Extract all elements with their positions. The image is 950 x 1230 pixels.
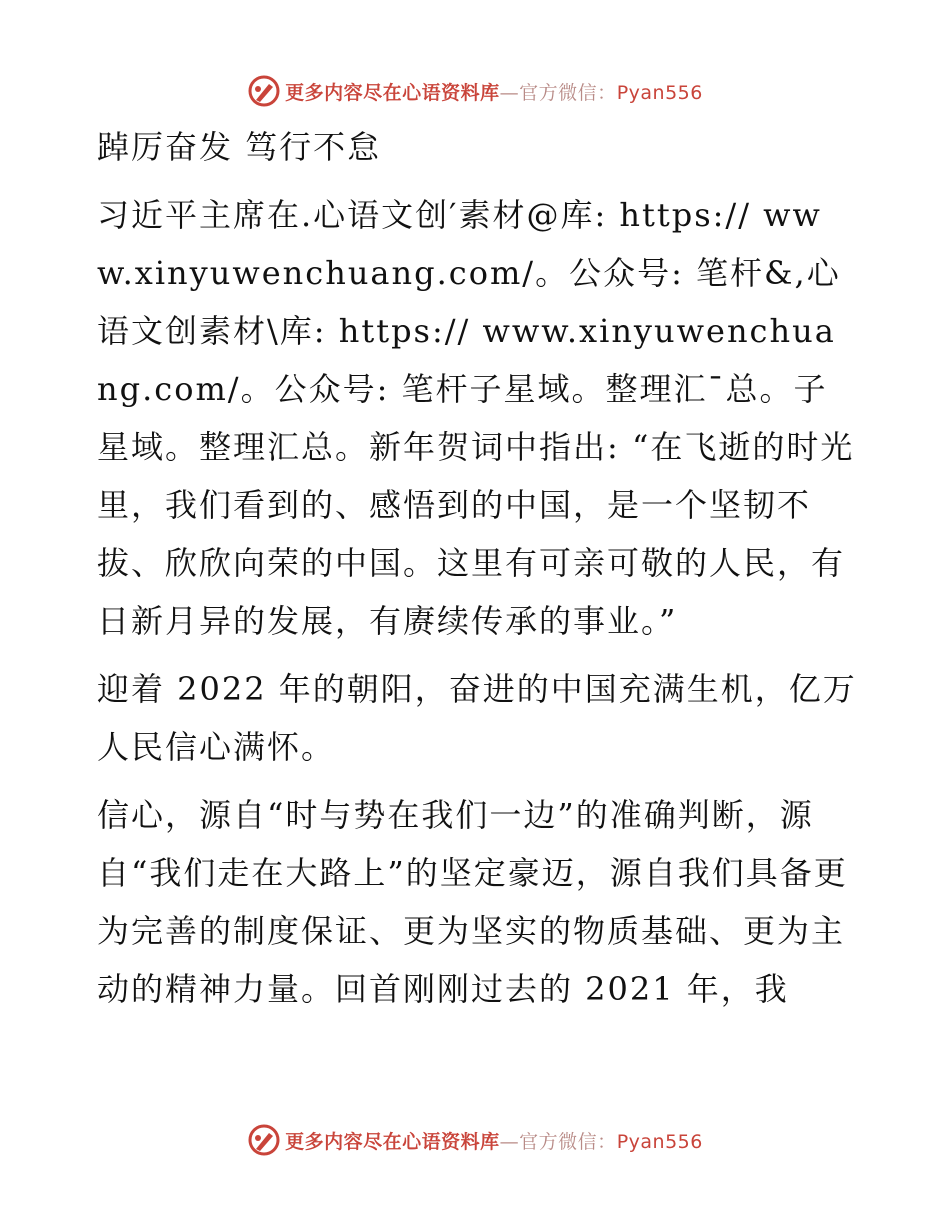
document-title: 踔厉奋发 笃行不怠 [97,128,382,166]
document-body [97,118,857,1028]
watermark-text: 更多内容尽在心语资料库—官方微信：Pyan556 [285,1130,703,1153]
footer-watermark [0,1120,950,1160]
header-watermark [0,71,950,111]
pen-logo-icon [247,74,281,108]
pen-logo-icon [247,1123,281,1157]
paragraph-1: 习近平主席在.心语文创′素材@库: https:// www.xinyuwenchuang.com/。公众号: 笔杆&,心语文创素材\库: https:// www.xinyuwenchuang.com/。公众号: 笔杆子星域。整理汇¯总。子星域。整理汇总。新年贺词中指出: “在飞逝的时光里，我们看到的、感悟到的中国，是一个坚韧不拔、欣欣向荣的中国。这里有可亲可敬的人民，有日新月异的发展，有赓续传承的事业。” [97,196,855,640]
watermark-text: 更多内容尽在心语资料库—官方微信：Pyan556 [285,81,703,104]
paragraph-2: 迎着 2022 年的朝阳，奋进的中国充满生机，亿万人民信心满怀。 [97,670,857,766]
paragraph-3: 信心，源自“时与势在我们一边”的准确判断，源自“我们走在大路上”的坚定豪迈，源自我们具备更为完善的制度保证、更为坚实的物质基础、更为主动的精神力量。回首刚刚过去的 2021 年，我 [97,796,848,1008]
